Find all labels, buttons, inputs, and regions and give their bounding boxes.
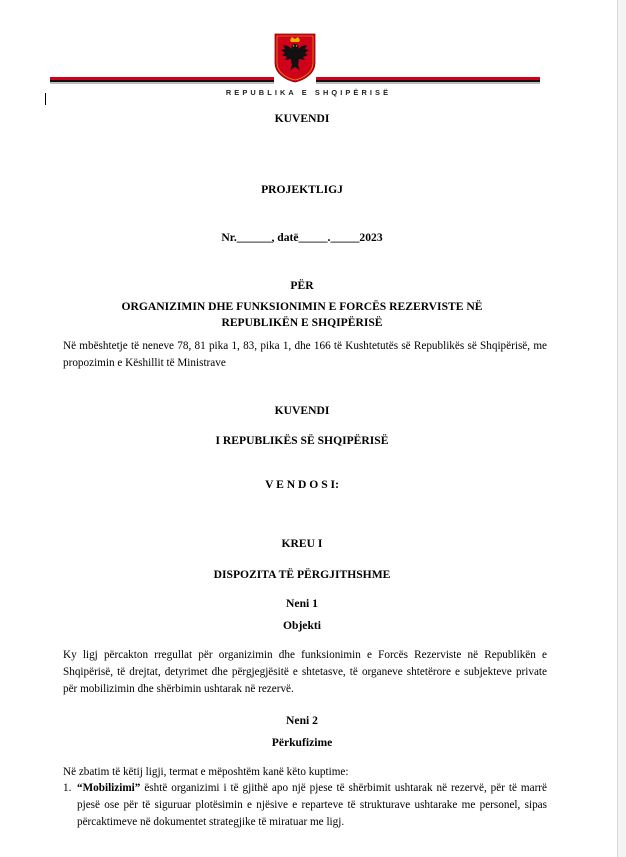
page-shadow — [618, 0, 626, 857]
albanian-coat-of-arms-icon — [274, 33, 316, 83]
article1-text: Ky ligj përcakton rregullat për organizimin dhe funksionimin e Forcës Rezerviste në Republikën e Shqipërisë, të drejtat, detyrimet dhe përgjegjësitë e shtetasve, të organeve shtetërore e subjekteve private për mobilizimin dhe shërbimin ushtarak në rezervë. — [63, 649, 547, 695]
definitions-list — [63, 780, 547, 831]
heading-projektligj: PROJEKTLIGJ — [261, 183, 343, 196]
heading-per: PËR — [290, 279, 314, 292]
list-item-body — [77, 780, 547, 831]
header-band-right — [316, 77, 540, 84]
republic-label: REPUBLIKA E SHQIPËRISË — [225, 88, 392, 97]
document-header — [0, 0, 617, 100]
legal-basis-paragraph: Në mbështetje të neneve 78, 81 pika 1, 83, pika 1, dhe 166 të Kushtetutës së Republikës së Shqipërisë, me propozimin e Këshillit të Ministrave — [63, 340, 547, 369]
law-title-line2: REPUBLIKËN E SHQIPËRISË — [221, 316, 383, 329]
header-band-left — [50, 77, 274, 84]
article2-number: Neni 2 — [286, 714, 318, 727]
heading-vendosi: V E N D O S I: — [265, 478, 339, 491]
chapter-title: DISPOZITA TË PËRGJITHSHME — [213, 568, 391, 581]
definition-text: është organizimi i të gjithë apo një pjese të shërbimit ushtarak në rezervë, për të marrë pjesë ose për të siguruar plotësimin e njësive e reparteve të strukturave ushtarake me personel, sipas përcaktimeve në dokumentet strategjike të miratuar me ligj. — [77, 782, 547, 828]
law-title-line1: ORGANIZIMIN DHE FUNKSIONIMIN E FORCËS REZERVISTE NË — [121, 300, 483, 313]
chapter-number: KREU I — [281, 537, 323, 550]
heading-kuvendi-2: KUVENDI — [274, 404, 330, 417]
definition-term: “Mobilizimi” — [77, 782, 141, 794]
article2-intro: Në zbatim të këtij ligji, termat e mëposhtëm kanë këto kuptime: — [63, 766, 349, 778]
law-number-line: Nr.______, datë_____._____2023 — [221, 231, 383, 244]
list-item — [63, 780, 547, 831]
list-item-number: 1. — [63, 782, 72, 794]
article1-number: Neni 1 — [286, 597, 318, 610]
article1-title: Objekti — [282, 619, 321, 632]
heading-kuvendi: KUVENDI — [274, 112, 330, 125]
page-edge — [617, 0, 618, 857]
heading-republic: I REPUBLIKËS SË SHQIPËRISË — [215, 434, 389, 447]
text-cursor[interactable] — [45, 93, 46, 105]
article2-title: Përkufizime — [271, 736, 333, 749]
